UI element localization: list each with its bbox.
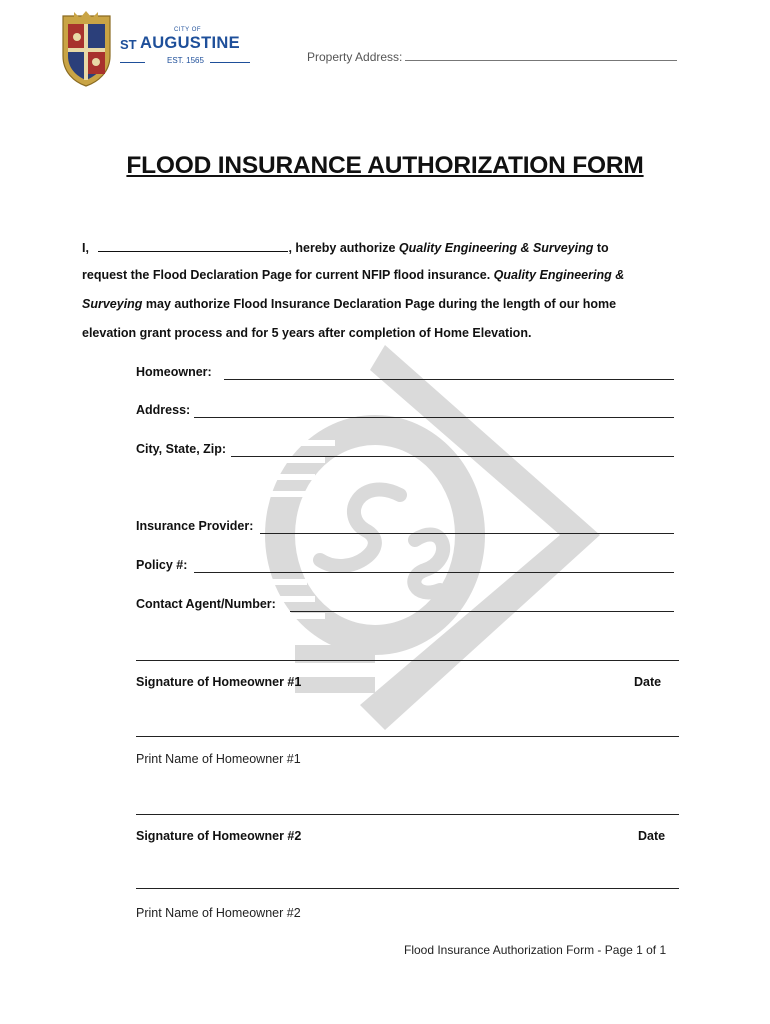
print-name-2-label: Print Name of Homeowner #2	[136, 906, 301, 920]
company-name-part-a: Quality Engineering &	[493, 268, 625, 282]
homeowner-line[interactable]	[224, 379, 674, 380]
address-label: Address:	[136, 403, 191, 417]
company-name: Quality Engineering & Surveying	[398, 241, 594, 255]
contact-agent-line[interactable]	[290, 611, 674, 612]
date-2-label: Date	[638, 829, 666, 843]
logo-augustine: AUGUSTINE	[140, 34, 240, 52]
page-footer: Flood Insurance Authorization Form - Page 1 of 1	[404, 943, 667, 957]
auth-after-blank: , hereby authorize	[288, 241, 396, 255]
policy-label: Policy #:	[136, 558, 188, 572]
city-state-zip-label: City, State, Zip:	[136, 442, 227, 456]
print-name-1-label: Print Name of Homeowner #1	[136, 752, 301, 766]
auth-line-4: elevation grant process and for 5 years after completion of Home Elevation.	[82, 326, 532, 340]
auth-line2-text: request the Flood Declaration Page for current NFIP flood insurance.	[82, 268, 491, 282]
authorizer-name-blank[interactable]	[98, 239, 288, 252]
city-logo	[60, 10, 260, 88]
contact-agent-label: Contact Agent/Number:	[136, 597, 276, 611]
auth-line3-text: may authorize Flood Insurance Declaration Page during the length of our home	[145, 297, 617, 311]
company-name-part-b: Surveying	[82, 297, 143, 311]
property-address-line[interactable]	[405, 48, 677, 61]
auth-line-3	[82, 297, 616, 311]
address-line[interactable]	[194, 417, 674, 418]
print-name-2-line[interactable]	[136, 888, 679, 889]
form-title: FLOOD INSURANCE AUTHORIZATION FORM	[126, 152, 644, 179]
signature-1-line[interactable]	[136, 660, 679, 661]
signature-2-line[interactable]	[136, 814, 679, 815]
logo-est: EST. 1565	[167, 56, 204, 65]
date-1-label: Date	[634, 675, 662, 689]
auth-line-2	[82, 268, 624, 282]
auth-line-1	[82, 239, 609, 255]
homeowner-label: Homeowner:	[136, 365, 212, 379]
policy-line[interactable]	[194, 572, 674, 573]
insurance-provider-label: Insurance Provider:	[136, 519, 254, 533]
logo-city-of: CITY OF	[174, 27, 202, 33]
es-logo-watermark-icon	[200, 345, 600, 730]
print-name-1-line[interactable]	[136, 736, 679, 737]
property-address-field	[307, 48, 677, 64]
auth-prefix: I,	[82, 241, 89, 255]
signature-2-label: Signature of Homeowner #2	[136, 829, 302, 843]
insurance-provider-line[interactable]	[260, 533, 674, 534]
signature-1-label: Signature of Homeowner #1	[136, 675, 302, 689]
auth-line1-end: to	[596, 241, 609, 255]
property-address-label: Property Address:	[307, 50, 403, 64]
city-state-zip-line[interactable]	[231, 456, 674, 457]
logo-st: ST	[120, 37, 137, 52]
